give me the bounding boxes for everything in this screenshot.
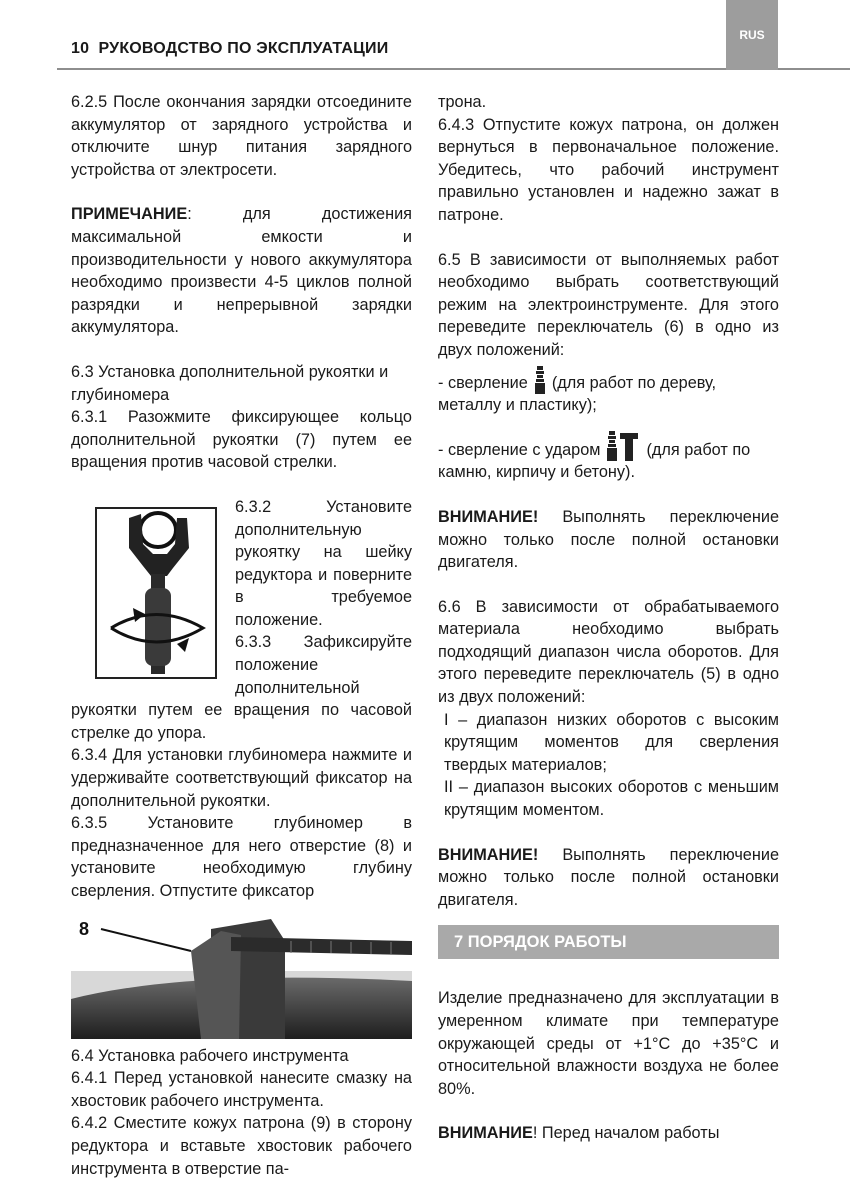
mode-hammer-drilling: - сверление с ударом (для работ по камню, кирпичу и бетону). (438, 431, 779, 484)
section-heading-7: 7 ПОРЯДОК РАБОТЫ (438, 925, 779, 959)
paragraph-6-3-5: 6.3.5 Установите глубиномер в предназначенное для него отверстие (8) и установите необходимую глубину сверления. Отпустите фиксатор (71, 814, 412, 900)
paragraph-6-4-3: 6.4.3 Отпустите кожух патрона, он должен вернуться в первоначальное положение. Убедитесь, что рабочий инструмент правильно установлен и надежно зажат в патроне. (438, 115, 779, 224)
page-title: РУКОВОДСТВО ПО ЭКСПЛУАТАЦИИ (98, 40, 389, 57)
paragraph-6-4-2: 6.4.2 Сместите кожух патрона (9) в сторону редуктора и вставьте хвостовик рабочего инструмента в отверстие па- (71, 1114, 412, 1178)
mode-drilling: - сверление (для работ по дереву, металлу и пластику); (438, 366, 779, 417)
warning-label: ВНИМАНИЕ! (438, 507, 539, 526)
warning-paragraph-1: ВНИМАНИЕ! Выполнять переключение можно только после полной остановки двигателя. (438, 507, 779, 572)
note-label: ПРИМЕЧАНИЕ (71, 205, 188, 224)
paragraph-6-4-2-continued: трона. (438, 93, 487, 111)
paragraph-6-3-2: 6.3.2 Установите дополнительную рукоятку на шейку редуктора и поверните в требуемое положение. (235, 497, 412, 629)
drill-bit-icon (534, 366, 546, 394)
paragraph-6-3-1: 6.3.1 Разожмите фиксирующее кольцо дополнительной рукоятки (7) путем ее вращения против часовой стрелки. (71, 408, 412, 472)
note-paragraph (71, 203, 412, 339)
range-low: I – диапазон низких оборотов с высоким крутящим моментов для сверления твердых материалов; (444, 710, 779, 774)
language-tab: RUS (726, 0, 778, 70)
paragraph-6-5: 6.5 В зависимости от выполняемых работ необходимо выбрать соответствующий режим на электроинструменте. Для этого переведите переключатель (6) в одно из двух положений: (438, 250, 779, 359)
page-header (71, 40, 388, 58)
depth-gauge-figure (71, 911, 412, 1039)
warning-paragraph-3: ВНИМАНИЕ! Перед началом работы (438, 1124, 720, 1143)
figure-callout-8: 8 (79, 918, 90, 939)
paragraph-6-4-1: 6.4.1 Перед установкой нанесите смазку на хвостовик рабочего инструмента. (71, 1069, 412, 1110)
paragraph-6-3-4: 6.3.4 Для установки глубиномера нажмите и удерживайте соответствующий фиксатор на дополнительной рукоятки. (71, 746, 412, 810)
paragraph-6-2-5: 6.2.5 После окончания зарядки отсоедините аккумулятор от зарядного устройства и отключите шнур питания зарядного устройства от электросети. (71, 93, 412, 179)
hammer-drill-icon (606, 431, 640, 461)
right-column (438, 91, 779, 1145)
paragraph-7-intro: Изделие предназначено для эксплуатации в умеренном климате при температуре окружающей среды от +1°C до +35°C и относительной влажности воздуха не более 80%. (438, 989, 779, 1098)
left-column (71, 91, 412, 1180)
paragraph-6-6: 6.6 В зависимости от обрабатываемого материала необходимо выбрать подходящий диапазон числа оборотов. Для этого переведите переключатель (5) в одно из двух положений: (438, 597, 779, 707)
range-high: II – диапазон высоких оборотов с меньшим крутящим моментом. (444, 778, 779, 820)
heading-6-3: 6.3 Установка дополнительной рукоятки и глубиномера (71, 362, 389, 404)
page-number: 10 (71, 40, 90, 57)
note-text: : для достижения максимальной емкости и производительности у нового аккумулятора необходимо произвести 4-5 циклов полной разрядки и непрерывной зарядки аккумулятора. (71, 205, 412, 337)
paragraph-6-3-3: 6.3.3 Зафиксируйте положение дополнительной рукоятки путем ее вращения по часовой стрелке до упора. (71, 633, 412, 742)
auxiliary-handle-figure (71, 496, 221, 682)
warning-paragraph-2: ВНИМАНИЕ! Выполнять переключение можно только после полной остановки двигателя. (438, 845, 779, 909)
heading-6-4: 6.4 Установка рабочего инструмента (71, 1046, 349, 1065)
